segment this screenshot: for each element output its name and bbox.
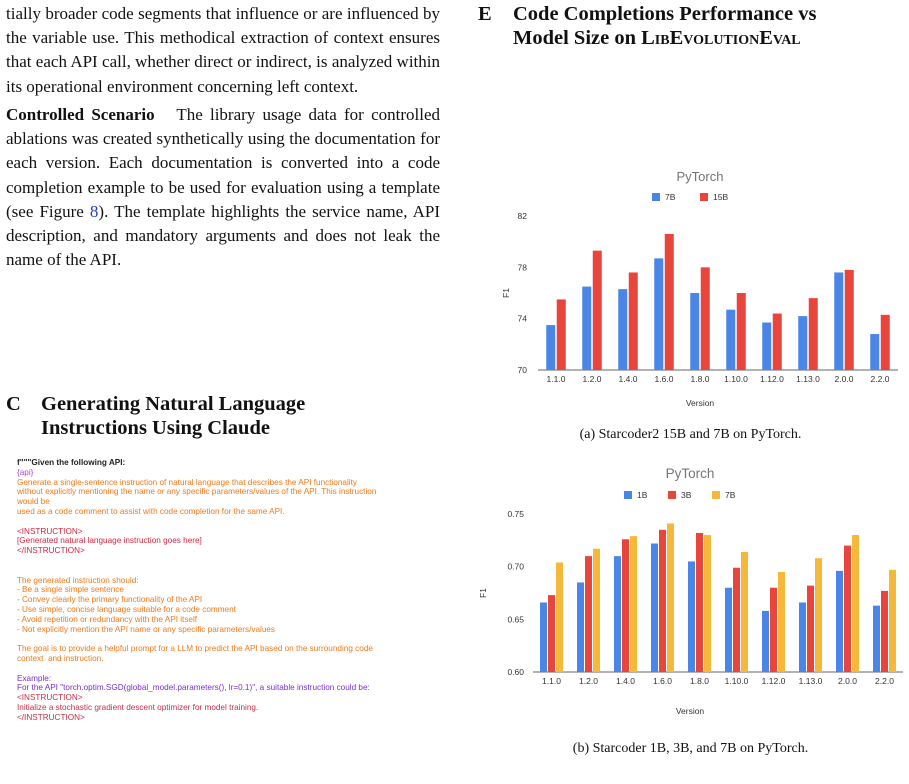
x-tick-label: 1.12.0: [760, 374, 784, 384]
bar-7b-1-1-0: [556, 562, 563, 672]
prompt-line: </INSTRUCTION>: [17, 546, 85, 556]
x-tick-label: 1.13.0: [796, 374, 820, 384]
section-c-title: Generating Natural Language Instructions Using Claude: [41, 393, 306, 439]
bar-1b-1-13-0: [799, 602, 806, 672]
bar-15b-1-13-0: [809, 298, 818, 370]
prompt-line: without explicitly mentioning the name or any specific parameters/values of the API. This instruction: [17, 487, 377, 497]
paragraph-controlled-scenario: [6, 103, 440, 272]
prompt-line: [Generated natural language instruction goes here]: [17, 536, 202, 546]
bar-15b-1-8-0: [701, 267, 710, 370]
bar-7b-1-10-0: [726, 310, 735, 370]
x-tick-label: 1.2.0: [582, 374, 602, 384]
section-e-number: E: [478, 3, 492, 25]
bar-1b-1-4-0: [614, 556, 621, 672]
x-axis-title: Version: [675, 706, 705, 716]
prompt-line: </INSTRUCTION>: [17, 712, 85, 722]
x-tick-label: 1.1.0: [542, 676, 561, 686]
controlled-scenario-heading: Controlled Scenario: [6, 105, 155, 124]
prompt-line: Generate a single-sentence instruction of natural language that describes the API functionality: [17, 477, 357, 487]
bar-3b-1-10-0: [733, 568, 740, 672]
section-e-title-line2a: Model Size on: [513, 27, 642, 49]
section-e-heading: [478, 2, 903, 50]
legend-swatch: [700, 193, 708, 201]
prompt-line: - Use simple, concise language suitable for a code comment: [17, 604, 236, 614]
section-c-heading: [6, 392, 436, 440]
chart-starcoder2-pytorch: [500, 160, 900, 415]
bar-1b-1-8-0: [688, 561, 695, 672]
controlled-scenario-text-b: ). The template highlights the service name, API description, and mandatory arguments and does not leak the name of the API.: [6, 201, 440, 270]
legend-label: 1B: [637, 490, 648, 500]
y-tick-label: 70: [517, 365, 527, 375]
bar-7b-1-2-0: [582, 287, 591, 370]
bar-3b-1-13-0: [807, 586, 814, 672]
x-tick-label: 1.6.0: [654, 374, 674, 384]
legend-swatch: [668, 491, 676, 499]
bar-3b-1-8-0: [696, 533, 703, 672]
legend-label: 7B: [725, 490, 736, 500]
bar-15b-1-12-0: [773, 314, 782, 370]
bar-1b-1-6-0: [651, 543, 658, 672]
bar-1b-1-10-0: [725, 588, 732, 672]
bar-15b-1-6-0: [665, 234, 674, 370]
bar-7b-1-1-0: [546, 325, 555, 370]
prompt-line: <INSTRUCTION>: [17, 693, 83, 703]
x-tick-label: 2.2.0: [870, 374, 890, 384]
x-tick-label: 1.10.0: [724, 676, 749, 686]
bar-7b-1-12-0: [762, 323, 771, 370]
x-tick-label: 1.1.0: [546, 374, 566, 384]
prompt-line: used as a code comment to assist with code completion for the same API.: [17, 506, 285, 516]
prompt-text: f"""Given the following API:: [17, 458, 126, 467]
caption-a: (a) Starcoder2 15B and 7B on PyTorch.: [579, 427, 802, 442]
prompt-line: The generated instruction should:: [17, 575, 139, 585]
legend-label: 3B: [681, 490, 692, 500]
prompt-line: - Convey clearly the primary functionality of the API: [17, 595, 203, 605]
bar-15b-1-10-0: [737, 293, 746, 370]
bar-7b-1-4-0: [630, 536, 637, 672]
bar-1b-2-0-0: [836, 571, 843, 672]
x-tick-label: 1.8.0: [690, 676, 709, 686]
y-axis-title: F1: [478, 588, 488, 598]
bar-3b-1-1-0: [548, 595, 555, 672]
x-tick-label: 1.8.0: [690, 374, 710, 384]
bar-7b-2-0-0: [834, 272, 843, 370]
bar-15b-2-2-0: [881, 315, 890, 370]
figure-8-link[interactable]: 8: [89, 201, 99, 221]
bar-7b-1-13-0: [798, 316, 807, 370]
prompt-gap: [17, 634, 437, 644]
x-tick-label: 1.4.0: [616, 676, 635, 686]
x-tick-label: 1.12.0: [761, 676, 786, 686]
prompt-gap: [17, 566, 437, 576]
x-tick-label: 2.0.0: [834, 374, 854, 384]
bar-7b-1-8-0: [704, 535, 711, 672]
section-e-title-line1: Code Completions Performance vs: [513, 3, 817, 25]
x-tick-label: 1.4.0: [618, 374, 638, 384]
x-tick-label: 2.2.0: [875, 676, 894, 686]
prompt-line: Example:: [17, 673, 52, 683]
y-tick-label: 0.60: [507, 667, 524, 677]
prompt-line: [17, 458, 437, 468]
bar-15b-1-2-0: [593, 251, 602, 370]
prompt-line: Initialize a stochastic gradient descent optimizer for model training.: [17, 702, 259, 712]
prompt-gap: [17, 517, 437, 527]
chart-title: PyTorch: [676, 169, 724, 184]
prompt-gap: [17, 664, 437, 674]
x-tick-label: 1.2.0: [579, 676, 598, 686]
bar-1b-1-12-0: [762, 611, 769, 672]
paragraph-context: [6, 2, 440, 99]
prompt-line: - Be a single simple sentence: [17, 585, 124, 595]
legend-swatch: [624, 491, 632, 499]
bar-7b-2-2-0: [870, 334, 879, 370]
bar-3b-1-12-0: [770, 588, 777, 672]
bar-7b-1-4-0: [618, 289, 627, 370]
bar-3b-1-4-0: [622, 539, 629, 672]
y-tick-label: 82: [517, 211, 527, 221]
bar-7b-1-2-0: [593, 549, 600, 672]
y-tick-label: 0.70: [507, 561, 524, 572]
x-tick-label: 1.6.0: [653, 676, 672, 686]
bar-7b-1-10-0: [741, 552, 748, 672]
prompt-line: - Not explicitly mention the API name or any specific parameters/values: [17, 624, 276, 634]
prompt-line: The goal is to provide a helpful prompt for a LLM to predict the API based on the surrounding code: [17, 644, 373, 654]
legend-swatch: [712, 491, 720, 499]
x-tick-label: 1.10.0: [724, 374, 748, 384]
legend-label: 15B: [713, 192, 729, 202]
bar-15b-2-0-0: [845, 270, 854, 370]
bar-7b-2-2-0: [889, 570, 896, 672]
x-tick-label: 1.13.0: [798, 676, 823, 686]
y-axis-title: F1: [501, 288, 511, 298]
section-e-title: [513, 2, 816, 50]
bar-3b-2-0-0: [844, 546, 851, 672]
controlled-scenario-text-a: The library usage data for controlled ablations was created synthetically using the documentation for each version. Each documentation is converted into a code completion example to be used for evaluation using a template (see Figure: [6, 105, 441, 221]
section-c-number: C: [6, 393, 21, 415]
caption-b: (b) Starcoder 1B, 3B, and 7B on PyTorch.: [572, 741, 809, 756]
x-tick-label: 2.0.0: [838, 676, 857, 686]
bar-7b-2-0-0: [852, 535, 859, 672]
bar-1b-1-2-0: [577, 582, 584, 672]
bar-3b-1-2-0: [585, 556, 592, 672]
prompt-line: - Avoid repetition or redundancy with the API itself: [17, 614, 198, 624]
bar-3b-1-6-0: [659, 530, 666, 672]
chart-starcoder-pytorch: [478, 460, 903, 730]
prompt-line: {api}: [17, 467, 34, 477]
bar-7b-1-12-0: [778, 572, 785, 672]
bar-1b-2-2-0: [873, 606, 880, 672]
bar-15b-1-1-0: [557, 299, 566, 370]
claude-prompt-template: [17, 458, 437, 723]
libevolutioneval-name: LibEvolutionEval: [641, 27, 801, 49]
y-tick-label: 0.65: [507, 614, 524, 625]
y-tick-label: 74: [517, 313, 527, 324]
prompt-line: context and instruction.: [17, 653, 104, 663]
bar-3b-2-2-0: [881, 591, 888, 672]
prompt-gap: [17, 556, 437, 566]
y-tick-label: 78: [517, 262, 527, 273]
prompt-line: <INSTRUCTION>: [17, 526, 83, 536]
bar-7b-1-13-0: [815, 558, 822, 672]
bar-7b-1-6-0: [667, 523, 674, 672]
bar-7b-1-8-0: [690, 293, 699, 370]
paragraph-context-text: tially broader code segments that influence or are influenced by the variable use. This methodical extraction of context ensures that each API call, whether direct or indirect, is analyzed within its operational environment concerning left context.: [6, 4, 440, 96]
prompt-line: would be: [17, 497, 50, 507]
bar-1b-1-1-0: [540, 602, 547, 672]
bar-7b-1-6-0: [654, 258, 663, 370]
prompt-line: For the API "torch.optim.SGD(global_model.parameters(), lr=0.1)", a suitable instruction could be:: [17, 683, 370, 693]
legend-swatch: [652, 193, 660, 201]
bar-15b-1-4-0: [629, 272, 638, 370]
legend-label: 7B: [665, 192, 676, 202]
chart-title: PyTorch: [665, 466, 715, 481]
y-tick-label: 0.75: [507, 509, 524, 519]
x-axis-title: Version: [685, 398, 715, 408]
